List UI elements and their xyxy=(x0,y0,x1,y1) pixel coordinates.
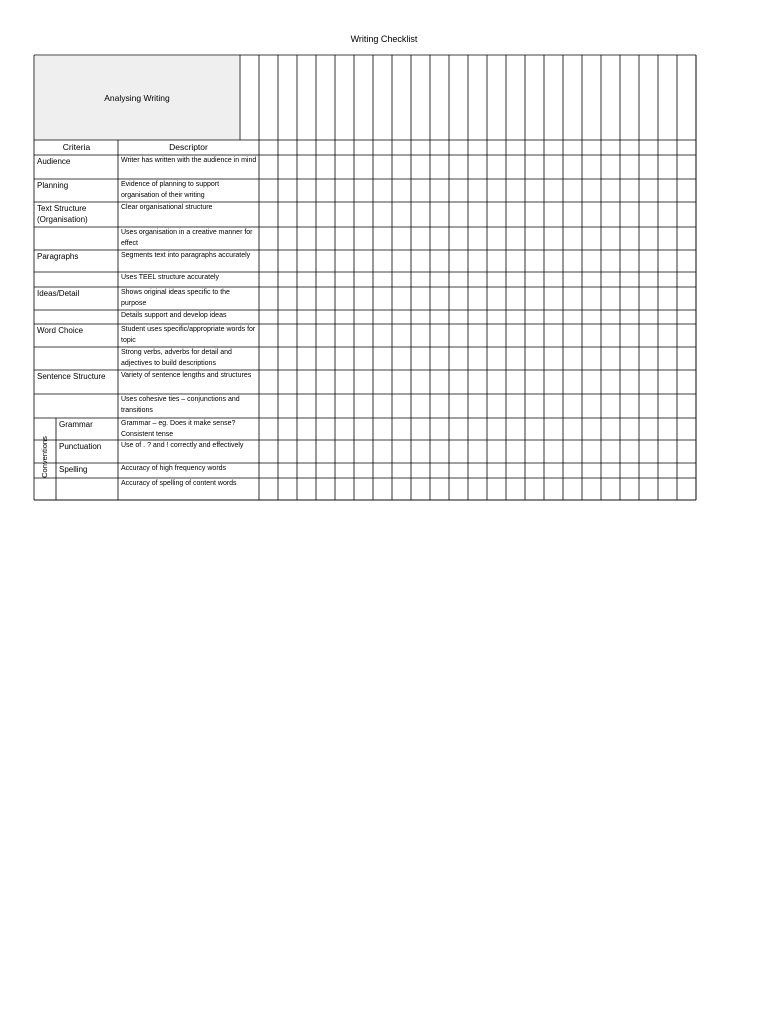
descriptor-cell: Shows original ideas specific to the purpose xyxy=(121,289,230,307)
descriptor-cell: Accuracy of high frequency words xyxy=(121,465,227,472)
criteria-cell: Sentence Structure xyxy=(37,372,106,381)
criteria-header: Criteria xyxy=(62,142,91,152)
descriptor-cell: Evidence of planning to support organisation of their writing xyxy=(121,181,220,199)
descriptor-cell: Use of . ? and ! correctly and effectively xyxy=(121,442,244,449)
descriptor-cell: Accuracy of spelling of content words xyxy=(121,480,237,487)
descriptor-cell: Grammar – eg. Does it make sense? Consistent tense xyxy=(121,420,236,438)
criteria-cell: Ideas/Detail xyxy=(37,289,80,298)
descriptor-header: Descriptor xyxy=(169,142,208,152)
criteria-cell: Word Choice xyxy=(37,326,84,335)
descriptor-cell: Segments text into paragraphs accurately xyxy=(121,252,251,259)
descriptor-cell: Strong verbs, adverbs for detail and adjectives to build descriptions xyxy=(121,349,232,367)
criteria-cell: Paragraphs xyxy=(37,252,79,261)
descriptor-cell: Uses TEEL structure accurately xyxy=(121,274,220,281)
descriptor-cell: Writer has written with the audience in mind xyxy=(121,157,257,164)
criteria-cell: Planning xyxy=(37,181,69,190)
descriptor-cell: Student uses specific/appropriate words for topic xyxy=(121,326,256,344)
criteria-cell: Grammar xyxy=(59,420,93,429)
header-box-label: Analysing Writing xyxy=(104,93,170,103)
page-title: Writing Checklist xyxy=(350,34,418,44)
criteria-cell: Spelling xyxy=(59,465,88,474)
criteria-cell: Audience xyxy=(37,157,71,166)
descriptor-cell: Uses organisation in a creative manner for effect xyxy=(121,229,253,247)
descriptor-cell: Uses cohesive ties – conjunctions and transitions xyxy=(121,396,240,414)
descriptor-cell: Details support and develop ideas xyxy=(121,312,227,319)
descriptor-cell: Clear organisational structure xyxy=(121,204,213,211)
criteria-cell: Punctuation xyxy=(59,442,102,451)
descriptor-cell: Variety of sentence lengths and structures xyxy=(121,372,252,379)
criteria-cell: Text Structure (Organisation) xyxy=(37,204,88,224)
conventions-label: Conventions xyxy=(40,436,49,478)
